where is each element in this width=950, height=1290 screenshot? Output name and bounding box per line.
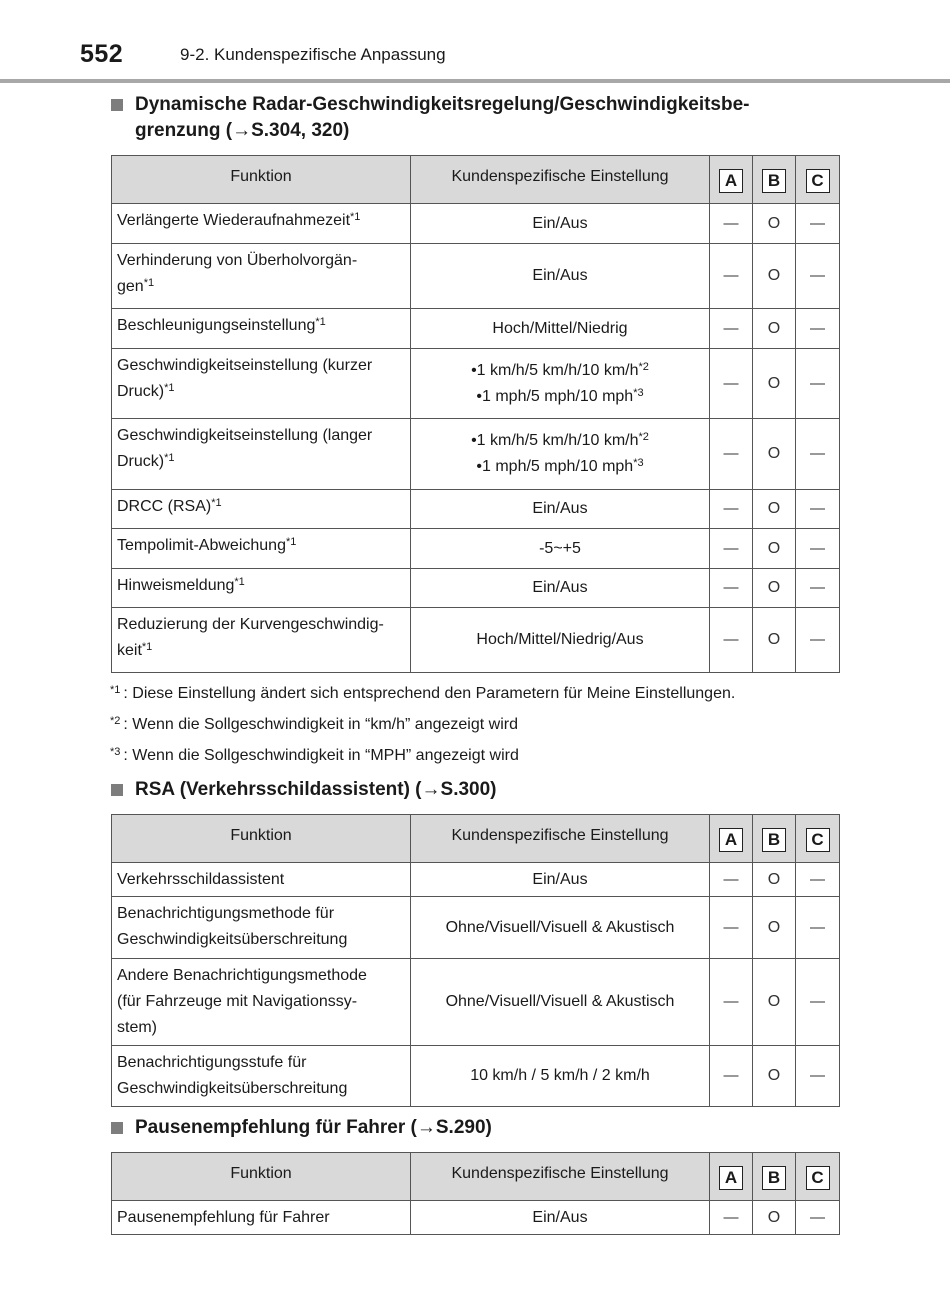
function-cell: Benachrichtigungsmethode für Geschwindigkeitsüberschreitung <box>112 897 411 959</box>
section-title: Pausenempfehlung für Fahrer (→S.290) <box>135 1117 492 1138</box>
mark-c: — <box>796 490 840 529</box>
mark-c: — <box>796 1201 840 1235</box>
function-cell: Verkehrsschildassistent <box>112 863 411 897</box>
col-a: A <box>710 815 753 863</box>
chapter-title: 9-2. Kundenspezifische Anpassung <box>180 45 446 64</box>
footnotes <box>110 681 735 774</box>
setting-cell: Ein/Aus <box>411 863 710 897</box>
header-rule <box>0 79 950 83</box>
col-function: Funktion <box>112 1153 411 1201</box>
col-c: C <box>796 1153 840 1201</box>
table-row <box>112 529 840 569</box>
function-cell: Benachrichtigungsstufe für Geschwindigkeitsüberschreitung <box>112 1046 411 1107</box>
table-row <box>112 608 840 673</box>
mark-b: O <box>753 569 796 608</box>
setting-cell: 10 km/h / 5 km/h / 2 km/h <box>411 1046 710 1107</box>
mark-a: — <box>710 897 753 959</box>
table-row <box>112 863 840 897</box>
mark-a: — <box>710 244 753 309</box>
mark-a: — <box>710 419 753 490</box>
col-c: C <box>796 815 840 863</box>
mark-c: — <box>796 608 840 673</box>
section-heading-rsa <box>111 777 497 803</box>
setting-cell: Hoch/Mittel/Niedrig <box>411 309 710 349</box>
setting-cell: Ein/Aus <box>411 244 710 309</box>
mark-b: O <box>753 244 796 309</box>
col-setting: Kundenspezifische Einstellung <box>411 156 710 204</box>
function-cell: Pausenempfehlung für Fahrer <box>112 1201 411 1235</box>
mark-a: — <box>710 309 753 349</box>
table-row <box>112 349 840 419</box>
table-row <box>112 1046 840 1107</box>
mark-b: O <box>753 419 796 490</box>
mark-a: — <box>710 204 753 244</box>
section-heading-pause <box>111 1115 492 1141</box>
mark-b: O <box>753 309 796 349</box>
mark-c: — <box>796 569 840 608</box>
setting-cell: Ein/Aus <box>411 1201 710 1235</box>
mark-c: — <box>796 1046 840 1107</box>
mark-b: O <box>753 204 796 244</box>
rsa-settings-table <box>111 814 840 1107</box>
table-header-row <box>112 156 840 204</box>
mark-b: O <box>753 529 796 569</box>
setting-cell: Ein/Aus <box>411 204 710 244</box>
footnote-3: $^{*3}$ : Wenn die Sollgeschwindigkeit in “MPH” angezeigt wird <box>110 746 519 764</box>
mark-b: O <box>753 863 796 897</box>
table-row <box>112 419 840 490</box>
setting-cell: -5~+5 <box>411 529 710 569</box>
table-row <box>112 1201 840 1235</box>
function-cell: Verlängerte Wiederaufnahmezeit$^{*1}$ <box>112 204 411 244</box>
setting-cell: •1 km/h/5 km/h/10 $km/h^{*2}$ •1 mph/5 mph/10 mph$^{*3}$ <box>411 419 710 490</box>
section-bullet <box>111 784 123 796</box>
mark-b: O <box>753 1201 796 1235</box>
footnote-1: $^{*1}$ : Diese Einstellung ändert sich entsprechend den Parametern für Meine Einstellungen. <box>110 684 736 702</box>
table-header-row <box>112 1153 840 1201</box>
table-row <box>112 490 840 529</box>
col-c: C <box>796 156 840 204</box>
col-b: B <box>753 156 796 204</box>
table-row <box>112 309 840 349</box>
mark-b: O <box>753 959 796 1046</box>
col-a: A <box>710 1153 753 1201</box>
col-setting: Kundenspezifische Einstellung <box>411 815 710 863</box>
function-cell: Geschwindigkeitseinstellung (kurzer Druck)$^{*1}$ <box>112 349 411 419</box>
table-row <box>112 244 840 309</box>
function-cell: Tempolimit-Abweichung$^{*1}$ <box>112 529 411 569</box>
mark-c: — <box>796 419 840 490</box>
table-row <box>112 959 840 1046</box>
setting-cell: Ohne/Visuell/Visuell & Akustisch <box>411 959 710 1046</box>
mark-c: — <box>796 204 840 244</box>
col-function: Funktion <box>112 815 411 863</box>
setting-cell: Hoch/Mittel/Niedrig/Aus <box>411 608 710 673</box>
section-bullet <box>111 1122 123 1134</box>
setting-cell: •1 km/h/5 km/h/10 $km/h^{*2}$ •1 mph/5 mph/10 mph$^{*3}$ <box>411 349 710 419</box>
footnote-2: $^{*2}$ : Wenn die Sollgeschwindigkeit in “km/h” angezeigt wird <box>110 715 518 733</box>
mark-b: O <box>753 608 796 673</box>
section-title-line1: Dynamische Radar-Geschwindigkeitsregelung/Geschwindigkeitsbe- <box>135 94 750 115</box>
mark-a: — <box>710 349 753 419</box>
mark-b: O <box>753 1046 796 1107</box>
mark-c: — <box>796 897 840 959</box>
mark-c: — <box>796 863 840 897</box>
mark-a: — <box>710 608 753 673</box>
mark-b: O <box>753 897 796 959</box>
section-title-line2: grenzung (→S.304, 320) <box>135 120 350 141</box>
function-cell: Beschleunigungseinstellung$^{*1}$ <box>112 309 411 349</box>
mark-a: — <box>710 959 753 1046</box>
radar-settings-table <box>111 155 840 673</box>
setting-cell: Ein/Aus <box>411 490 710 529</box>
table-header-row <box>112 815 840 863</box>
table-row <box>112 897 840 959</box>
function-cell: Geschwindigkeitseinstellung (langer Druck)$^{*1}$ <box>112 419 411 490</box>
function-cell: Verhinderung von Überholvorgän- gen$^{*1}$ <box>112 244 411 309</box>
mark-c: — <box>796 244 840 309</box>
mark-c: — <box>796 349 840 419</box>
mark-c: — <box>796 309 840 349</box>
mark-a: — <box>710 1201 753 1235</box>
setting-cell: Ein/Aus <box>411 569 710 608</box>
mark-b: O <box>753 349 796 419</box>
function-cell: Andere Benachrichtigungsmethode (für Fahrzeuge mit Navigationssy- stem) <box>112 959 411 1046</box>
section-title: RSA (Verkehrsschildassistent) (→S.300) <box>135 779 497 800</box>
mark-b: O <box>753 490 796 529</box>
mark-c: — <box>796 959 840 1046</box>
mark-a: — <box>710 1046 753 1107</box>
function-cell: DRCC (RSA)$^{*1}$ <box>112 490 411 529</box>
col-setting: Kundenspezifische Einstellung <box>411 1153 710 1201</box>
mark-a: — <box>710 863 753 897</box>
col-function: Funktion <box>112 156 411 204</box>
mark-c: — <box>796 529 840 569</box>
table-row <box>112 569 840 608</box>
mark-a: — <box>710 529 753 569</box>
mark-a: — <box>710 569 753 608</box>
section-heading-radar <box>111 92 750 144</box>
pause-settings-table <box>111 1152 840 1235</box>
function-cell: Reduzierung der Kurvengeschwindig- keit$^{*1}$ <box>112 608 411 673</box>
setting-cell: Ohne/Visuell/Visuell & Akustisch <box>411 897 710 959</box>
col-b: B <box>753 815 796 863</box>
table-row <box>112 204 840 244</box>
mark-a: — <box>710 490 753 529</box>
col-b: B <box>753 1153 796 1201</box>
col-a: A <box>710 156 753 204</box>
function-cell: Hinweismeldung$^{*1}$ <box>112 569 411 608</box>
section-bullet <box>111 99 123 111</box>
page-number: 552 <box>80 40 124 68</box>
